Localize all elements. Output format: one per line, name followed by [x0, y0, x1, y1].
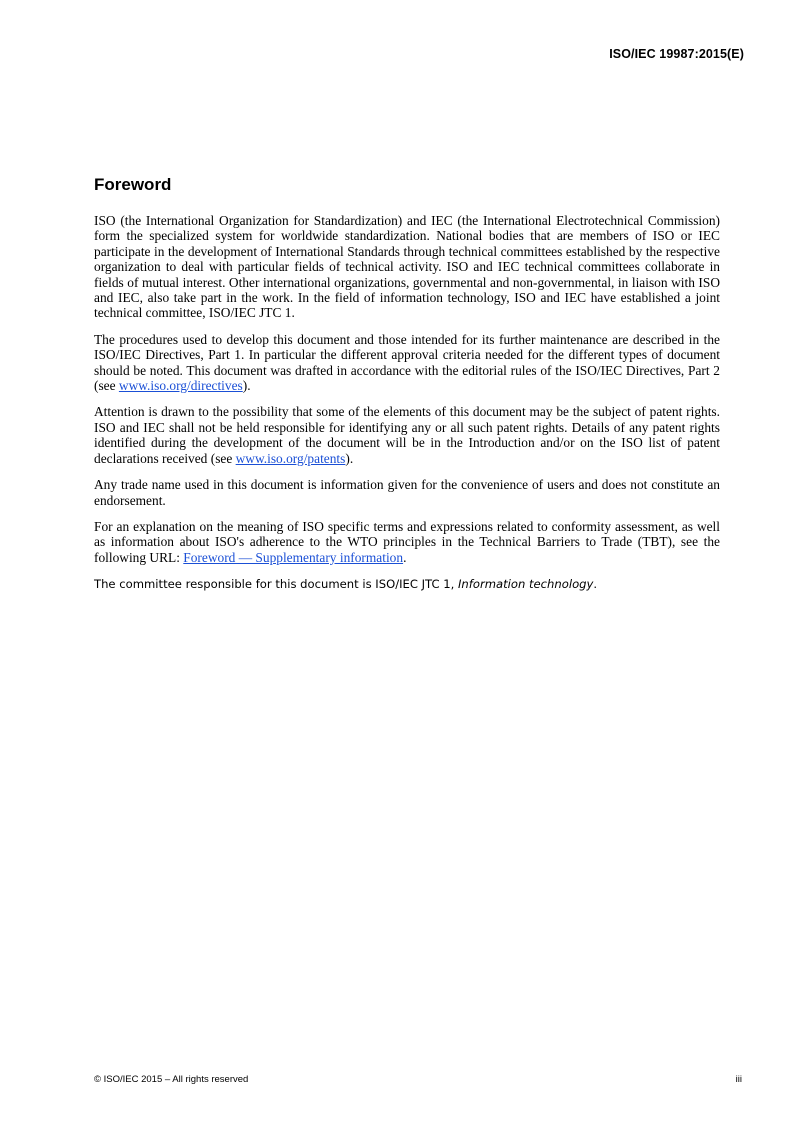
page-number: iii [735, 1074, 742, 1085]
committee-text: The committee responsible for this document is ISO/IEC JTC 1, [94, 577, 458, 592]
paragraph-patents [94, 404, 720, 466]
committee-statement [94, 577, 720, 592]
foreword-title: Foreword [94, 175, 172, 194]
paragraph-procedures-end: ). [242, 378, 251, 394]
foreword-section [94, 175, 720, 592]
paragraph-trade-name: Any trade name used in this document is information given for the convenience of users and does not constitute an endorsement. [94, 477, 720, 508]
patents-link[interactable]: www.iso.org/patents [235, 450, 346, 466]
paragraph-patents-end: ). [345, 450, 354, 466]
document-id-header: ISO/IEC 19987:2015(E) [609, 47, 744, 61]
paragraph-procedures-text: The procedures used to develop this document and those intended for its further maintenance are described in the ISO/IEC Directives, Part 1. In particular the different approval criteria needed for the different types of document should be noted. This document was drafted in accordance with the editorial rules of the ISO/IEC Directives, Part 2 (see [94, 331, 720, 394]
paragraph-patents-text: Attention is drawn to the possibility that some of the elements of this document may be the subject of patent rights. ISO and IEC shall not be held responsible for identifying any or all such patent rights. Details of any patent rights identified during the development of the document will be in the Introduction and/or on the ISO list of patent declarations received (see [94, 404, 720, 466]
copyright-footer: © ISO/IEC 2015 – All rights reserved [94, 1074, 249, 1085]
paragraph-organizations: ISO (the International Organization for Standardization) and IEC (the International Electrotechnical Commission) form the specialized system for worldwide standardization. National bodies that are members of ISO or IEC participate in the development of International Standards through technical committees established by the respective organization to deal with particular fields of technical activity. ISO and IEC technical committees collaborate in fields of mutual interest. Other international organizations, governmental and non-governmental, in liaison with ISO and IEC, also take part in the work. In the field of information technology, ISO and IEC have established a joint technical committee, ISO/IEC JTC 1. [94, 213, 720, 321]
paragraph-procedures [94, 332, 720, 394]
committee-name: Information technology [458, 577, 594, 592]
paragraph-conformity-text: For an explanation on the meaning of ISO specific terms and expressions related to conformity assessment, as well as information about ISO's adherence to the WTO principles in the Technical Barriers to Trade (TBT), see the following URL: [94, 518, 720, 565]
directives-link[interactable]: www.iso.org/directives [118, 378, 243, 394]
supplementary-info-link[interactable]: Foreword — Supplementary information [183, 549, 404, 565]
paragraph-conformity [94, 519, 720, 565]
committee-end: . [593, 577, 598, 592]
paragraph-conformity-end: . [403, 549, 407, 565]
